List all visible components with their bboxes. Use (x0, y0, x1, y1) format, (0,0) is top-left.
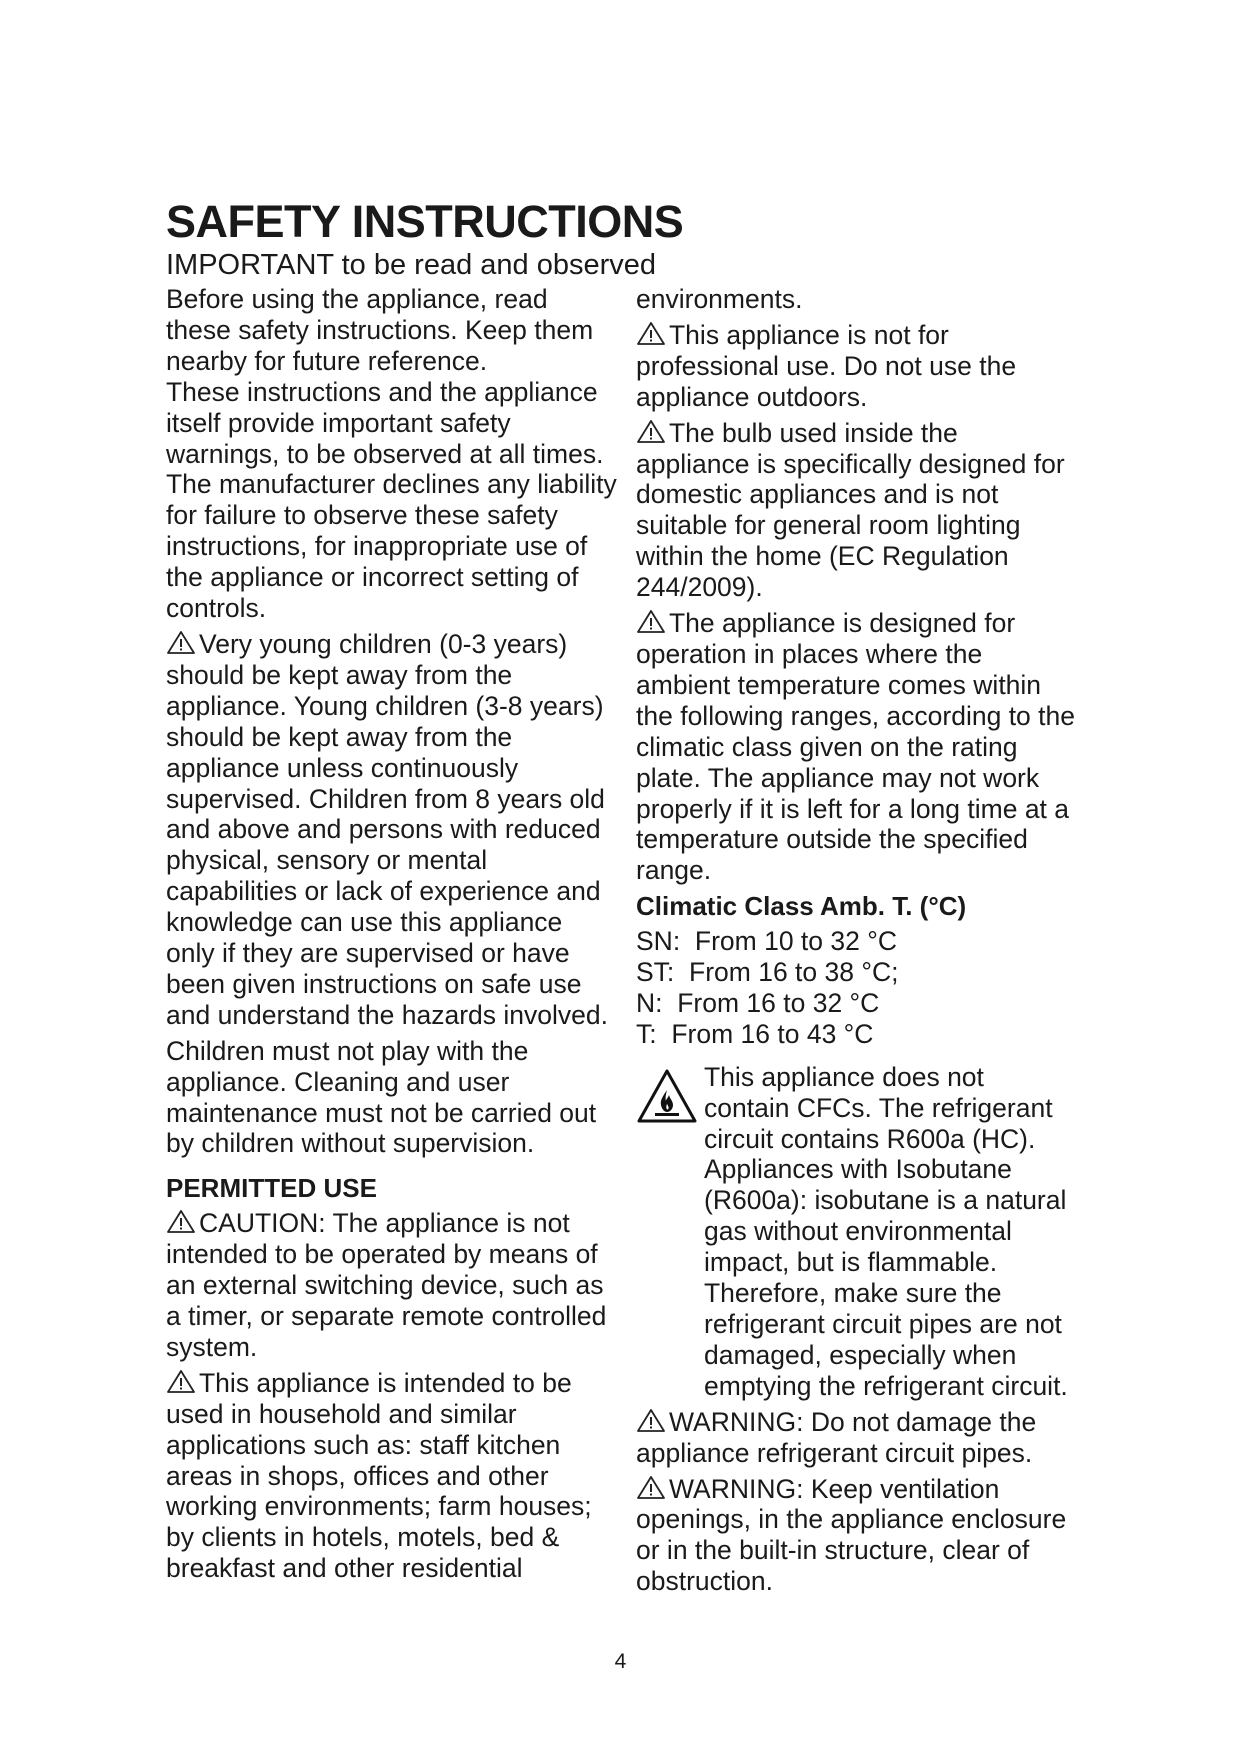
page-subtitle: IMPORTANT to be read and observed (166, 249, 657, 281)
warning-ventilation-text: WARNING: Keep ventilation openings, in the appliance enclosure or in the built-in structure, clear of obstruction. (636, 1473, 1067, 1597)
flammable-warning-icon (636, 1068, 698, 1124)
right-column (636, 284, 1076, 1602)
warning-triangle-icon (166, 1209, 196, 1234)
household-use-text: This appliance is intended to be used in household and similar applications such as: staff kitchen areas in shops, offices and other working environments; farm houses; by clients in hotels, motels, bed & breakfast and other residential (166, 1367, 592, 1584)
caution-paragraph (166, 1208, 618, 1363)
warning-triangle-icon (166, 630, 196, 655)
children-warning (166, 629, 618, 1031)
warning-ventilation-paragraph (636, 1474, 1076, 1598)
caution-text: CAUTION: The appliance is not intended to be operated by means of an external switching device, such as a timer, or separate remote controlled system. (166, 1208, 607, 1362)
page-number: 4 (614, 1650, 627, 1673)
warning-pipes-paragraph (636, 1407, 1076, 1469)
warning-pipes-text: WARNING: Do not damage the appliance refrigerant circuit pipes. (636, 1406, 1037, 1468)
not-professional-text: This appliance is not for professional use. Do not use the appliance outdoors. (636, 319, 1017, 412)
ambient-paragraph (636, 608, 1076, 886)
warning-triangle-icon (636, 321, 666, 346)
warning-triangle-icon (166, 1369, 196, 1394)
warning-triangle-icon (636, 419, 666, 444)
warning-triangle-icon (636, 609, 666, 634)
ambient-text: The appliance is designed for operation in places where the ambient temperature comes within the following ranges, according to the climatic class given on the rating plate. The appliance may not work properly if it is left for a long time at a temperature outside the specified range. (636, 608, 1075, 886)
children-warning-text: Very young children (0-3 years) should be kept away from the appliance. Young children (3-8 years) should be kept away from the appliance unless continuously supervised. Children from 8 years old and above and persons with reduced physical, sensory or mental capabilities or lack of experience and knowledge can use this appliance only if they are supervised or have been given instructions on safe use and understand the hazards involved. (166, 628, 608, 1030)
children-play-paragraph: Children must not play with the appliance. Cleaning and user maintenance must not be carried out by children without supervision. (166, 1035, 597, 1159)
page-title: SAFETY INSTRUCTIONS (166, 196, 684, 247)
warning-triangle-icon (636, 1475, 666, 1500)
cfc-text: This appliance does not contain CFCs. The refrigerant circuit contains R600a (HC). Appliances with Isobutane (R600a): isobutane is a natural gas without environmental impact, but is flammable. Therefore, make sure the refrigerant circuit pipes are not damaged, especially when emptying the refrigerant circuit. (704, 1061, 1068, 1401)
warning-triangle-icon (636, 1408, 666, 1433)
climatic-class-st: ST: From 16 to 38 °C; (636, 957, 899, 988)
permitted-use-heading: PERMITTED USE (166, 1173, 377, 1204)
climatic-class-list (636, 926, 1076, 1050)
climatic-class-t: T: From 16 to 43 °C (636, 1018, 874, 1049)
cfc-block (636, 1062, 1076, 1402)
climatic-class-heading: Climatic Class Amb. T. (°C) (636, 891, 967, 922)
continuation-text: environments. (636, 284, 803, 314)
bulb-paragraph (636, 418, 1076, 603)
left-column (166, 284, 618, 1589)
intro-paragraph: Before using the appliance, read these safety instructions. Keep them nearby for future reference. (166, 284, 594, 376)
climatic-class-n: N: From 16 to 32 °C (636, 987, 880, 1018)
bulb-text: The bulb used inside the appliance is specifically designed for domestic appliances and is not suitable for general room lighting within the home (EC Regulation 244/2009). (636, 417, 1065, 603)
climatic-class-sn: SN: From 10 to 32 °C (636, 926, 897, 957)
household-use-paragraph (166, 1368, 618, 1584)
manufacturer-paragraph: These instructions and the appliance itself provide important safety warnings, to be observed at all times. The manufacturer declines any liability for failure to observe these safety instructions, for inappropriate use of the appliance or incorrect setting of controls. (166, 376, 617, 624)
not-professional-paragraph (636, 320, 1076, 413)
